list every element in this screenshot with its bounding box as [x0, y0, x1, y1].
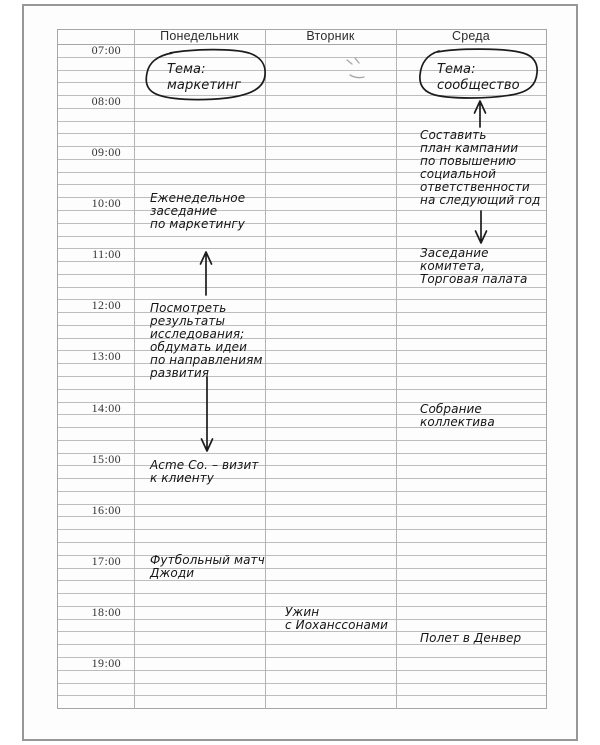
day-header-2: Среда [452, 29, 490, 43]
day-header-1: Вторник [306, 29, 355, 43]
time-label: 07:00 [91, 43, 121, 57]
event-line: с Иоханссонами [285, 617, 389, 632]
grid-line [57, 287, 546, 288]
grid-line [57, 389, 546, 390]
calendar-event-mon-weekly-meeting [150, 192, 245, 231]
event-line: Собрание [420, 401, 482, 416]
event-line: развития [150, 365, 210, 380]
event-line: к клиенту [150, 470, 214, 485]
event-line: результаты [150, 313, 226, 328]
column-separator [396, 29, 397, 709]
column-separator [134, 29, 135, 709]
calendar-event-mon-soccer-match [150, 554, 265, 580]
calendar-event-mon-theme [167, 62, 241, 93]
calendar-event-mon-research-notes [150, 302, 263, 380]
event-line: обдумать идеи [150, 339, 248, 354]
grid-line [57, 478, 546, 479]
calendar-event-mon-client-visit [150, 459, 259, 485]
time-label: 18:00 [91, 604, 121, 619]
day-header-0: Понедельник [160, 29, 239, 43]
grid-line [57, 338, 546, 339]
grid-line [57, 236, 546, 237]
event-line: по повышению [420, 154, 517, 169]
event-line: Ужин [285, 604, 320, 619]
time-label: 16:00 [91, 502, 121, 517]
grid-line [57, 580, 546, 581]
calendar-event-wed-staff-meeting [420, 403, 495, 429]
event-line: план кампании [420, 141, 519, 156]
column-separator [546, 29, 547, 709]
calendar-event-wed-committee-meeting [420, 247, 527, 286]
grid-line [57, 376, 546, 377]
event-line: по маркетингу [150, 217, 245, 232]
time-label: 11:00 [92, 247, 121, 262]
event-line: Полет в Денвер [420, 631, 522, 646]
event-line: комитета, [420, 258, 485, 273]
calendar-event-wed-flight-denver [420, 632, 521, 645]
grid-line [57, 708, 546, 709]
grid-line [57, 695, 546, 696]
event-line: Джоди [150, 565, 195, 580]
event-line: исследования; [150, 326, 245, 341]
event-line: на следующий год [420, 193, 541, 208]
planner-grid [57, 29, 546, 709]
event-line: коллектива [420, 414, 495, 429]
grid-line [57, 491, 546, 492]
time-label: 14:00 [91, 400, 121, 415]
grid-line [57, 223, 546, 224]
calendar-event-tue-dinner [285, 606, 388, 632]
event-line: Acme Co. – визит [150, 457, 259, 472]
calendar-event-wed-campaign-plan [420, 129, 540, 207]
event-line: Торговая палата [420, 271, 528, 286]
event-line: Тема: [167, 62, 206, 78]
grid-line [57, 529, 546, 530]
event-line: ответственности [420, 180, 530, 195]
event-line: Заседание [420, 245, 489, 260]
event-line: Футбольный матч [150, 552, 265, 567]
time-label: 09:00 [91, 145, 121, 160]
event-line: сообщество [437, 77, 520, 93]
grid-line [57, 542, 546, 543]
time-label: 10:00 [91, 196, 121, 211]
time-label: 12:00 [91, 298, 121, 313]
event-line: Посмотреть [150, 300, 227, 315]
calendar-event-wed-theme [437, 62, 520, 93]
event-line: Составить [420, 128, 487, 143]
event-line: Тема: [437, 62, 476, 78]
grid-line [57, 593, 546, 594]
grid-line [57, 683, 546, 684]
time-label: 19:00 [91, 655, 121, 670]
event-line: по направлениям [150, 352, 263, 367]
event-line: социальной [420, 167, 496, 182]
grid-line [57, 121, 546, 122]
time-label: 13:00 [91, 349, 121, 364]
grid-line [57, 440, 546, 441]
column-separator [265, 29, 266, 709]
time-label: 08:00 [91, 94, 121, 109]
event-line: маркетинг [167, 77, 242, 93]
time-label: 17:00 [91, 553, 121, 568]
event-line: Еженедельное [150, 191, 246, 206]
grid-line [57, 325, 546, 326]
event-line: заседание [150, 204, 218, 219]
time-label: 15:00 [91, 451, 121, 466]
